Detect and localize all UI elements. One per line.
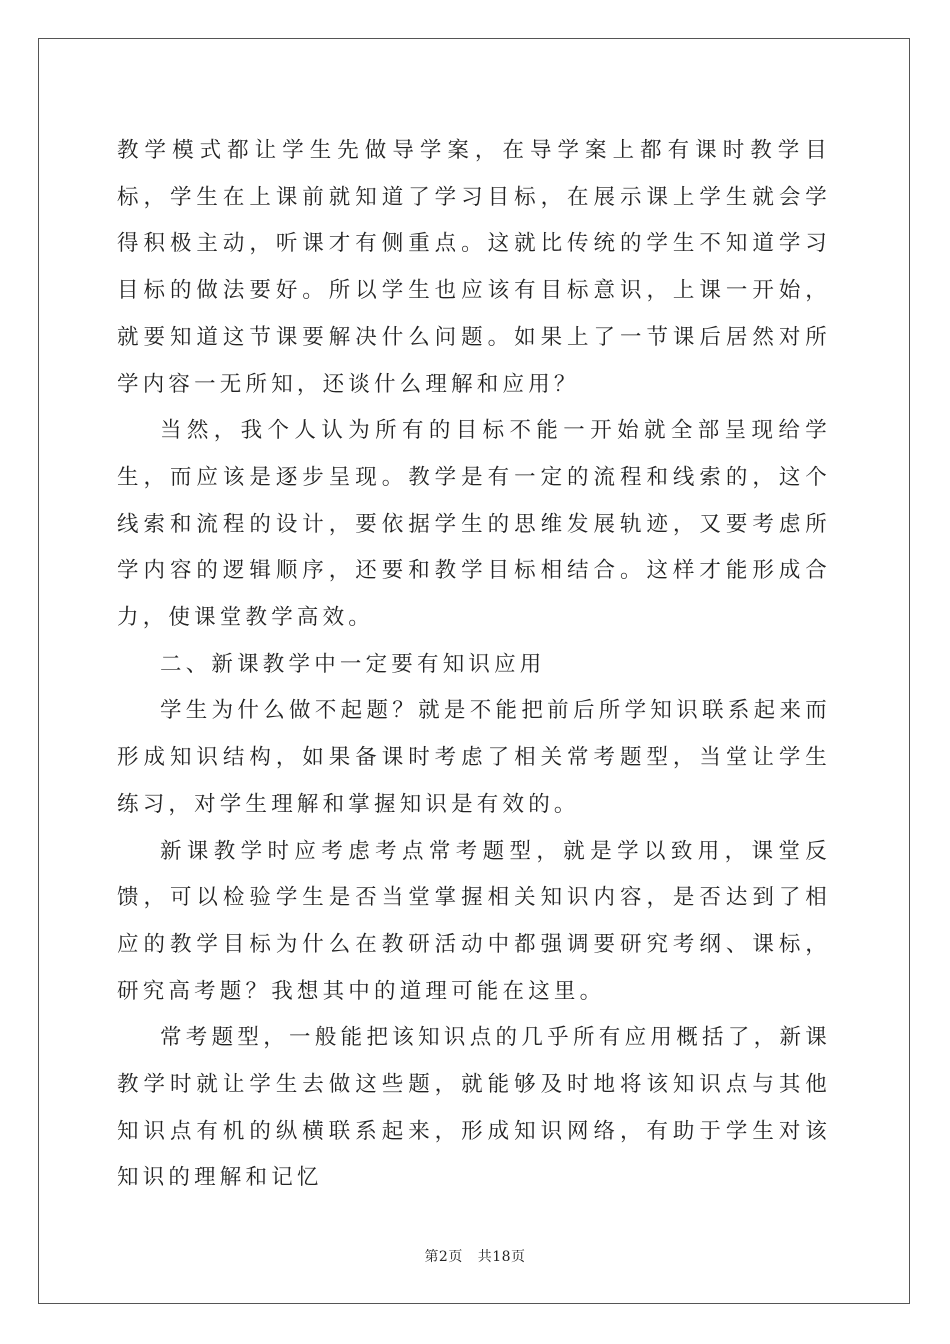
- paragraph-5: 常考题型，一般能把该知识点的几乎所有应用概括了，新课教学时就让学生去做这些题，就能够及时地将该知识点与其他知识点有机的纵横联系起来，形成知识网络，有助于学生对该知识的理解和记忆: [117, 1025, 831, 1191]
- page-total: 共18页: [477, 1249, 526, 1265]
- paragraph-4: 新课教学时应考虑考点常考题型，就是学以致用，课堂反馈，可以检验学生是否当堂掌握相关知识内容，是否达到了相应的教学目标为什么在教研活动中都强调要研究考纲、课标，研究高考题？我想其中的道理可能在这里。: [117, 838, 831, 1004]
- section-heading: 二、新课教学中一定要有知识应用: [160, 651, 546, 677]
- paragraph-2: 当然，我个人认为所有的目标不能一开始就全部呈现给学生，而应该是逐步呈现。教学是有一定的流程和线索的，这个线索和流程的设计，要依据学生的思维发展轨迹，又要考虑所学内容的逻辑顺序，还要和教学目标相结合。这样才能形成合力，使课堂教学高效。: [117, 418, 831, 631]
- page-footer: [0, 1246, 950, 1266]
- document-body: [117, 128, 831, 1202]
- paragraph-1: 教学模式都让学生先做导学案，在导学案上都有课时教学目标，学生在上课前就知道了学习目标，在展示课上学生就会学得积极主动，听课才有侧重点。这就比传统的学生不知道学习目标的做法要好。所以学生也应该有目标意识，上课一开始，就要知道这节课要解决什么问题。如果上了一节课后居然对所学内容一无所知，还谈什么理解和应用？: [117, 138, 831, 397]
- page-number: 第2页: [424, 1249, 463, 1265]
- paragraph-3: 学生为什么做不起题？就是不能把前后所学知识联系起来而形成知识结构，如果备课时考虑了相关常考题型，当堂让学生练习，对学生理解和掌握知识是有效的。: [117, 698, 831, 817]
